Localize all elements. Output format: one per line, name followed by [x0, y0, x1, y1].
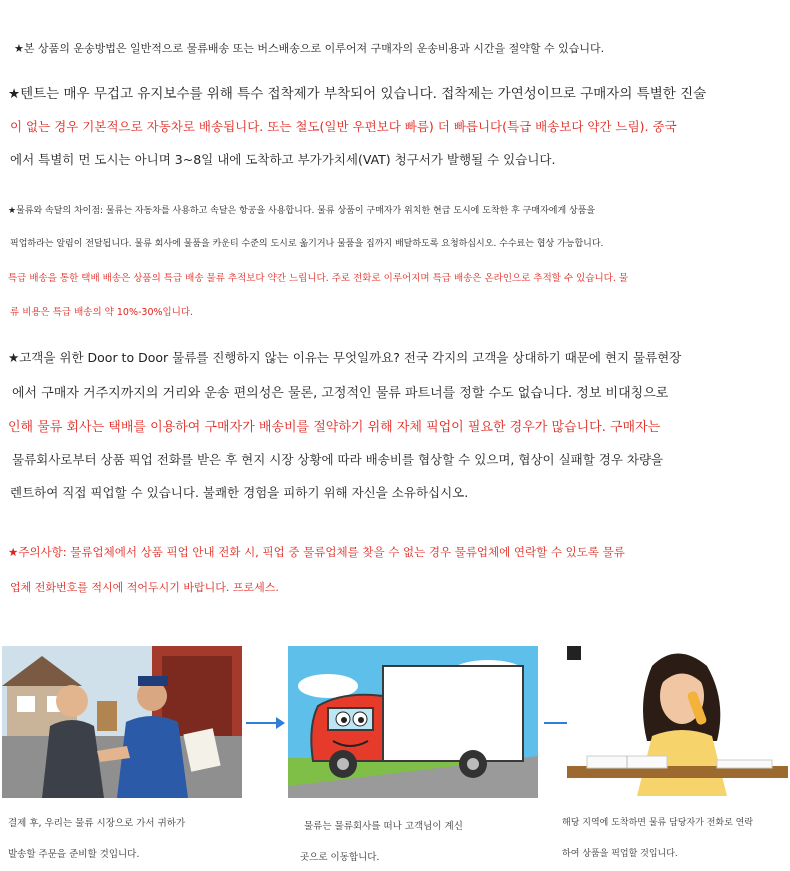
note-tent-line2: 이 없는 경우 기본적으로 자동차로 배송됩니다. 또는 철도(일반 우편보다 빠름) 더 빠릅니다(특급 배송보다 약간 느림). 중국: [10, 119, 677, 134]
process-step2-caption-line2: 곳으로 이동합니다.: [300, 852, 380, 863]
note-door-line1: ★고객을 위한 Door to Door 물류를 진행하지 않는 이유는 무엇일까요? 전국 각지의 고객을 상대하기 때문에 현지 물류현장: [8, 350, 682, 365]
note-tent-line1: ★텐트는 매우 무겁고 유지보수를 위해 특수 접착제가 부착되어 있습니다. 접착제는 가연성이므로 구매자의 특별한 진술: [8, 86, 707, 102]
note-door-line4: 물류회사로부터 상품 픽업 전화를 받은 후 현지 시장 상황에 따라 배송비를 협상할 수 있으며, 협상이 실패할 경우 차량을: [12, 452, 664, 467]
note-door-line3: 인해 물류 회사는 택배를 이용하여 구매자가 배송비를 절약하기 위해 자체 픽업이 필요한 경우가 많습니다. 구매자는: [8, 420, 661, 435]
process-step1-image: [2, 646, 242, 798]
process-step3-caption-line1: 해당 지역에 도착하면 물류 담당자가 전화로 연락: [562, 818, 754, 828]
note-door-line2: 에서 구매자 거주지까지의 거리와 운송 편의성은 물론, 고정적인 물류 파트너를 정할 수도 없습니다. 정보 비대칭으로: [12, 386, 669, 401]
process-step1-caption-line1: 결제 후, 우리는 물류 시장으로 가서 귀하가: [8, 818, 186, 829]
process-step3-image: [567, 646, 788, 798]
note-diff-line3: 특급 배송을 통한 택배 배송은 상품의 특급 배송 물류 추적보다 약간 느립니다. 주로 전화로 이루어지며 특급 배송은 온라인으로 추적할 수 있습니다. 물: [8, 273, 629, 284]
process-step2-caption-line1: 물류는 물류회사를 떠나 고객님이 계신: [304, 821, 463, 832]
note-caution-line1: ★주의사항: 물류업체에서 상품 픽업 안내 전화 시, 픽업 중 물류업체를 찾을 수 없는 경우 물류업체에 연락할 수 있도록 물류: [8, 545, 625, 559]
note-diff-line1: ★물류와 속달의 차이점: 물류는 자동차를 사용하고 속달은 항공을 사용합니다. 물류 상품이 구매자가 위치한 현급 도시에 도착한 후 구매자에게 상품을: [8, 206, 596, 216]
note-diff-line2: 픽업하라는 알림이 전달됩니다. 물류 회사에 물품을 카운티 수준의 도시로 옮기거나 물품을 집까지 배달하도록 요청하십시오. 수수료는 협상 가능합니다.: [10, 239, 604, 249]
note-tent-line3: 에서 특별히 먼 도시는 아니며 3~8일 내에 도착하고 부가가치세(VAT) 청구서가 발행될 수 있습니다.: [10, 152, 556, 167]
note-caution-line2: 업체 전화번호를 적시에 적어두시기 바랍니다. 프로세스.: [10, 581, 279, 594]
process-step2-image: [288, 646, 538, 798]
note-door-line5: 렌트하여 직접 픽업할 수 있습니다. 불쾌한 경험을 피하기 위해 자신을 소유하십시오.: [10, 485, 469, 500]
arrow-right-icon: [244, 712, 286, 734]
note-shipping-method: ★본 상품의 운송방법은 일반적으로 물류배송 또는 버스배송으로 이루어져 구매자의 운송비용과 시간을 절약할 수 있습니다.: [14, 42, 605, 55]
process-step1-caption-line2: 발송할 주문을 준비할 것입니다.: [8, 849, 140, 860]
process-step3-caption-line2: 하여 상품을 픽업할 것입니다.: [562, 849, 678, 859]
note-diff-line4: 류 비용은 특급 배송의 약 10%-30%입니다.: [10, 307, 194, 318]
